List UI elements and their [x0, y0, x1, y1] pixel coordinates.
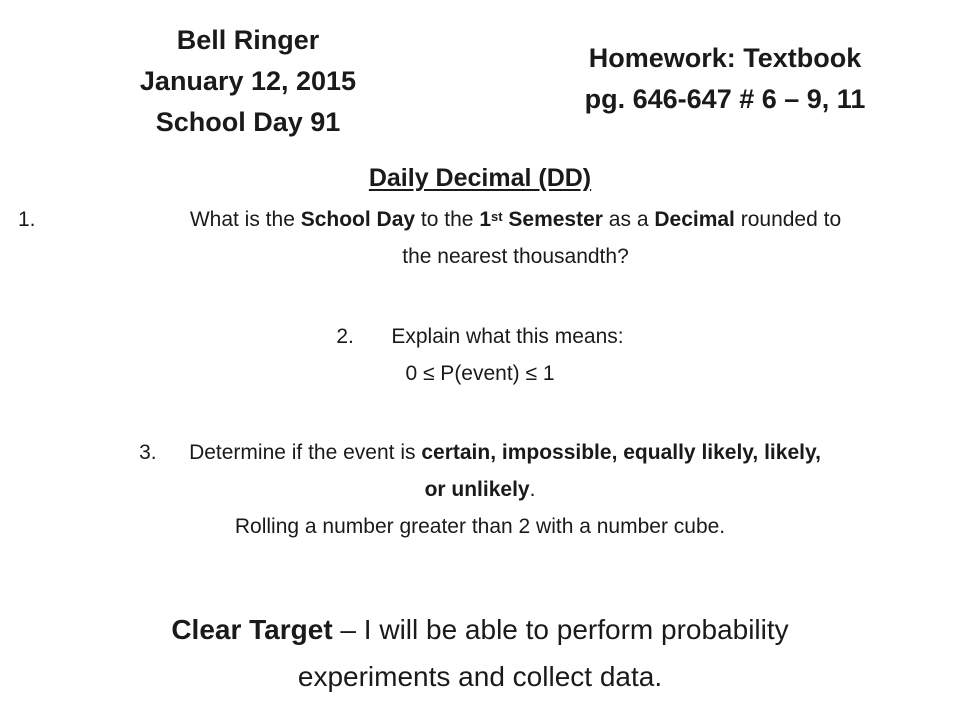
q3-period: . [529, 478, 536, 501]
q1-bold-school-day: School Day [300, 208, 416, 231]
date: January 12, 2015 [139, 66, 357, 96]
clear-target-line2: experiments and collect data. [297, 661, 663, 692]
clear-target [0, 606, 960, 700]
question-number: 1. [18, 208, 36, 231]
school-day: School Day 91 [155, 107, 341, 137]
homework-title: Homework: Textbook [588, 43, 862, 73]
question-1 [18, 201, 958, 275]
clear-target-text: – I will be able to perform probability [332, 614, 789, 645]
clear-target-label: Clear Target [171, 614, 333, 645]
q1-ordinal: 1 [479, 208, 491, 231]
clear-target-line1 [0, 606, 960, 653]
q1-superscript: st [491, 209, 503, 224]
question-number: 3. [139, 441, 157, 464]
question-3 [0, 434, 960, 545]
daily-decimal-title: Daily Decimal (DD) [368, 164, 592, 192]
question-2 [0, 318, 960, 392]
q3-bold-options: certain, impossible, equally likely, likely, [421, 441, 821, 464]
event-description: Rolling a number greater than 2 with a number cube. [234, 515, 726, 538]
q1-bold-semester [479, 208, 603, 231]
probability-formula: 0 ≤ P(event) ≤ 1 [405, 362, 555, 385]
question-text [0, 318, 960, 355]
q1-part: as a [602, 208, 655, 231]
q1-part: What is the [189, 208, 301, 231]
q3-bold-unlikely: or unlikely [424, 478, 530, 501]
homework-pages: pg. 646-647 # 6 – 9, 11 [584, 84, 866, 114]
q2-text: Explain what this means: [391, 325, 624, 348]
q1-semester: Semester [502, 208, 603, 231]
bell-ringer-title: Bell Ringer [176, 25, 320, 55]
question-text [73, 201, 958, 238]
bell-ringer-block [88, 20, 408, 143]
q3-part: Determine if the event is [189, 441, 422, 464]
question-text-line2: the nearest thousandth? [402, 245, 629, 268]
q1-bold-decimal: Decimal [654, 208, 735, 231]
q1-part: to the [415, 208, 480, 231]
q1-part: rounded to [734, 208, 842, 231]
homework-block [515, 38, 935, 120]
question-number: 2. [336, 325, 354, 348]
question-text-line2 [0, 471, 960, 508]
question-text [0, 434, 960, 471]
